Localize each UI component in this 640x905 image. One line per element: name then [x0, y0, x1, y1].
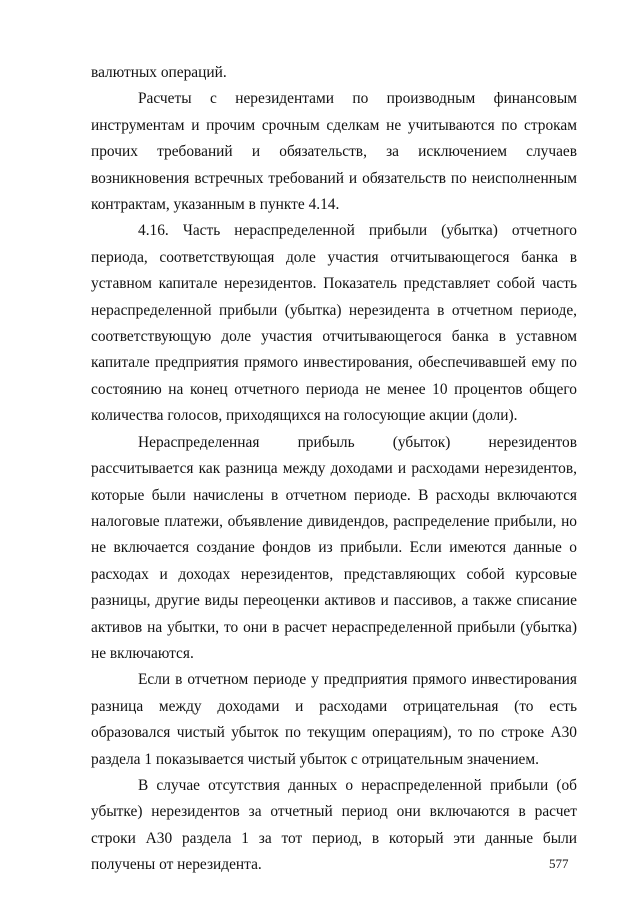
paragraph-retained-earnings: Нераспределенная прибыль (убыток) нерезидентов рассчитывается как разница между доходами и расходами нерезидентов, которые были начислены в отчетном периоде. В расходы включаются налоговые платежи, объявление дивидендов, распределение прибыли, но не включается создание фондов из прибыли. Если имеются данные о расходах и доходах нерезидентов, представляющих собой курсовые разницы, другие виды переоценки активов и пассивов, а также списание активов на убытки, то они в расчет нераспределенной прибыли (убытка) не включаются. — [91, 433, 577, 662]
paragraph-negative-difference: Если в отчетном периоде у предприятия прямого инвестирования разница между доходами и расходами отрицательная (то есть образовался чистый убыток по текущим операциям), то по строке А30 раздела 1 показывается чистый убыток с отрицательным значением. — [91, 671, 577, 768]
body-text — [91, 60, 577, 879]
paragraph-settlements: Расчеты с нерезидентами по производным финансовым инструментам и прочим срочным сделкам не учитываются по строкам прочих требований и обязательств, за исключением случаев возникновения встречных требований и обязательств по неисполненным контрактам, указанным в пункте 4.14. — [91, 90, 577, 214]
paragraph-section-4-16: 4.16. Часть нераспределенной прибыли (убытка) отчетного периода, соответствующая доле участия отчитывающегося банка в уставном капитале нерезидентов. Показатель представляет собой часть нераспределенной прибыли (убытка) нерезидента в отчетном периоде, соответствующую доле участия отчитывающегося банка в уставном капитале предприятия прямого инвестирования, обеспечивавшей ему по состоянию на конец отчетного периода не менее 10 процентов общего количества голосов, приходящихся на голосующие акции (доли). — [91, 222, 577, 425]
paragraph-missing-data: В случае отсутствия данных о нераспределенной прибыли (об убытке) нерезидентов за отчетный период они включаются в расчет строки А30 раздела 1 за тот период, в который эти данные были получены от нерезидента. — [91, 776, 577, 874]
paragraph-continuation: валютных операций. — [91, 64, 227, 81]
page-number: 577 — [549, 856, 569, 871]
